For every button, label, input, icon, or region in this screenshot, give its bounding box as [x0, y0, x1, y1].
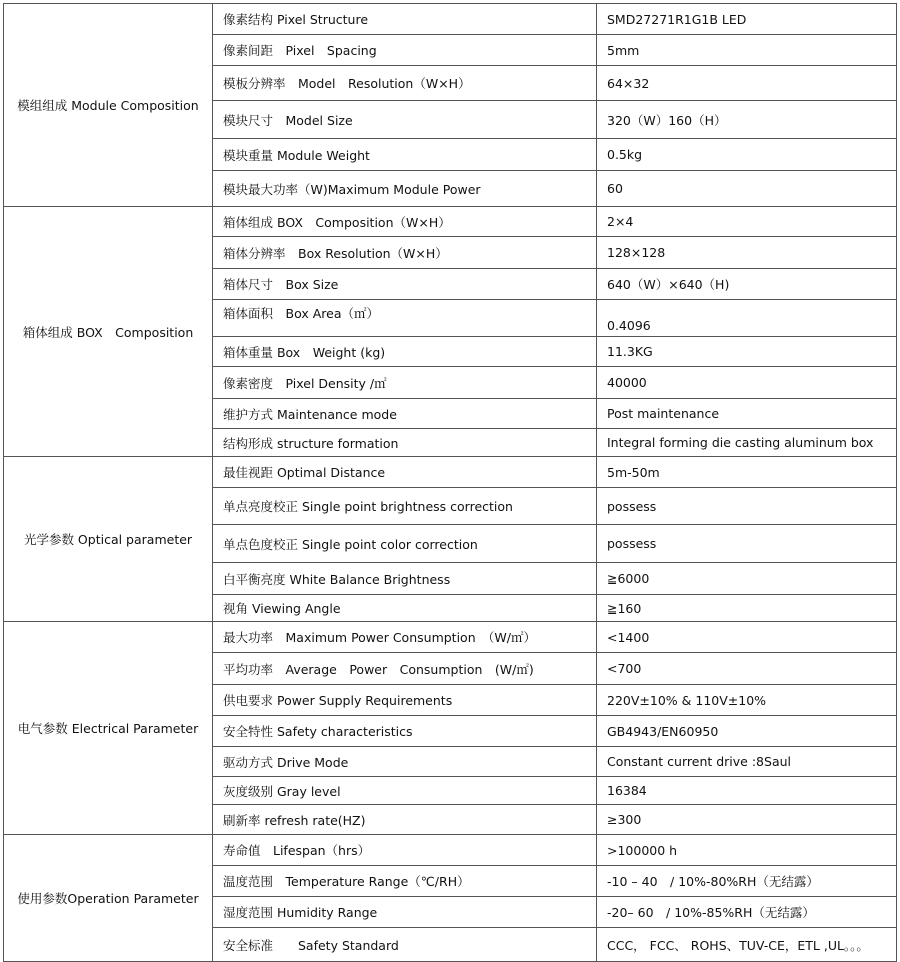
param-value: 0.4096 [597, 300, 897, 337]
table-row [4, 207, 897, 237]
param-value: 40000 [597, 367, 897, 399]
param-label: 湿度范围 Humidity Range [213, 897, 597, 928]
param-label: 最大功率 Maximum Power Consumption （W/㎡） [213, 622, 597, 653]
param-value: Constant current drive :8Saul [597, 747, 897, 777]
param-label: 视角 Viewing Angle [213, 595, 597, 622]
param-value: 5m-50m [597, 457, 897, 488]
param-label: 像素密度 Pixel Density /㎡ [213, 367, 597, 399]
param-label: 模块重量 Module Weight [213, 139, 597, 171]
param-value: -20– 60 / 10%-85%RH（无结露） [597, 897, 897, 928]
param-value: 11.3KG [597, 337, 897, 367]
param-label: 驱动方式 Drive Mode [213, 747, 597, 777]
param-value: 16384 [597, 777, 897, 805]
param-label: 像素间距 Pixel Spacing [213, 35, 597, 66]
param-value: possess [597, 488, 897, 525]
param-label: 灰度级别 Gray level [213, 777, 597, 805]
param-value: GB4943/EN60950 [597, 716, 897, 747]
param-label: 温度范围 Temperature Range（℃/RH） [213, 866, 597, 897]
param-label: 寿命值 Lifespan（hrs） [213, 835, 597, 866]
param-value: CCC， FCC、 ROHS、TUV-CE，ETL ,UL。。。 [597, 928, 897, 962]
table-row [4, 835, 897, 866]
param-label: 箱体分辨率 Box Resolution（W×H） [213, 237, 597, 269]
category-optical-parameter: 光学参数 Optical parameter [4, 457, 213, 622]
category-module-composition: 模组组成 Module Composition [4, 4, 213, 207]
param-value: Post maintenance [597, 399, 897, 429]
param-value: -10 – 40 / 10%-80%RH（无结露） [597, 866, 897, 897]
param-label: 刷新率 refresh rate(HZ) [213, 805, 597, 835]
param-label: 箱体面积 Box Area（㎡） [213, 300, 597, 337]
param-label: 像素结构 Pixel Structure [213, 4, 597, 35]
param-label: 模块尺寸 Model Size [213, 101, 597, 139]
param-label: 模板分辨率 Model Resolution（W×H） [213, 66, 597, 101]
param-label: 箱体尺寸 Box Size [213, 269, 597, 300]
param-value: SMD27271R1G1B LED [597, 4, 897, 35]
param-value: possess [597, 525, 897, 563]
param-value: 60 [597, 171, 897, 207]
param-value: Integral forming die casting aluminum box [597, 429, 897, 457]
category-operation-parameter: 使用参数Operation Parameter [4, 835, 213, 962]
param-label: 安全标准 Safety Standard [213, 928, 597, 962]
param-value: <1400 [597, 622, 897, 653]
param-value: 320（W）160（H） [597, 101, 897, 139]
param-value: 0.5kg [597, 139, 897, 171]
param-label: 供电要求 Power Supply Requirements [213, 685, 597, 716]
param-value: ≥300 [597, 805, 897, 835]
category-box-composition: 箱体组成 BOX Composition [4, 207, 213, 457]
param-label: 白平衡亮度 White Balance Brightness [213, 563, 597, 595]
param-label: 单点色度校正 Single point color correction [213, 525, 597, 563]
spec-table [3, 3, 897, 962]
param-value: ≧6000 [597, 563, 897, 595]
param-label: 结构形成 structure formation [213, 429, 597, 457]
param-value: >100000 h [597, 835, 897, 866]
param-label: 安全特性 Safety characteristics [213, 716, 597, 747]
param-label: 箱体组成 BOX Composition（W×H） [213, 207, 597, 237]
param-value: 220V±10% & 110V±10% [597, 685, 897, 716]
param-label: 最佳视距 Optimal Distance [213, 457, 597, 488]
table-row [4, 457, 897, 488]
param-value: <700 [597, 653, 897, 685]
param-label: 维护方式 Maintenance mode [213, 399, 597, 429]
param-label: 单点亮度校正 Single point brightness correction [213, 488, 597, 525]
param-value: 128×128 [597, 237, 897, 269]
table-row [4, 622, 897, 653]
param-label: 平均功率 Average Power Consumption (W/㎡) [213, 653, 597, 685]
param-value: 5mm [597, 35, 897, 66]
param-label: 箱体重量 Box Weight (kg) [213, 337, 597, 367]
param-label: 模块最大功率（W)Maximum Module Power [213, 171, 597, 207]
param-value: ≧160 [597, 595, 897, 622]
category-electrical-parameter: 电气参数 Electrical Parameter [4, 622, 213, 835]
param-value: 2×4 [597, 207, 897, 237]
param-value: 640（W）×640（H) [597, 269, 897, 300]
table-row [4, 4, 897, 35]
param-value: 64×32 [597, 66, 897, 101]
